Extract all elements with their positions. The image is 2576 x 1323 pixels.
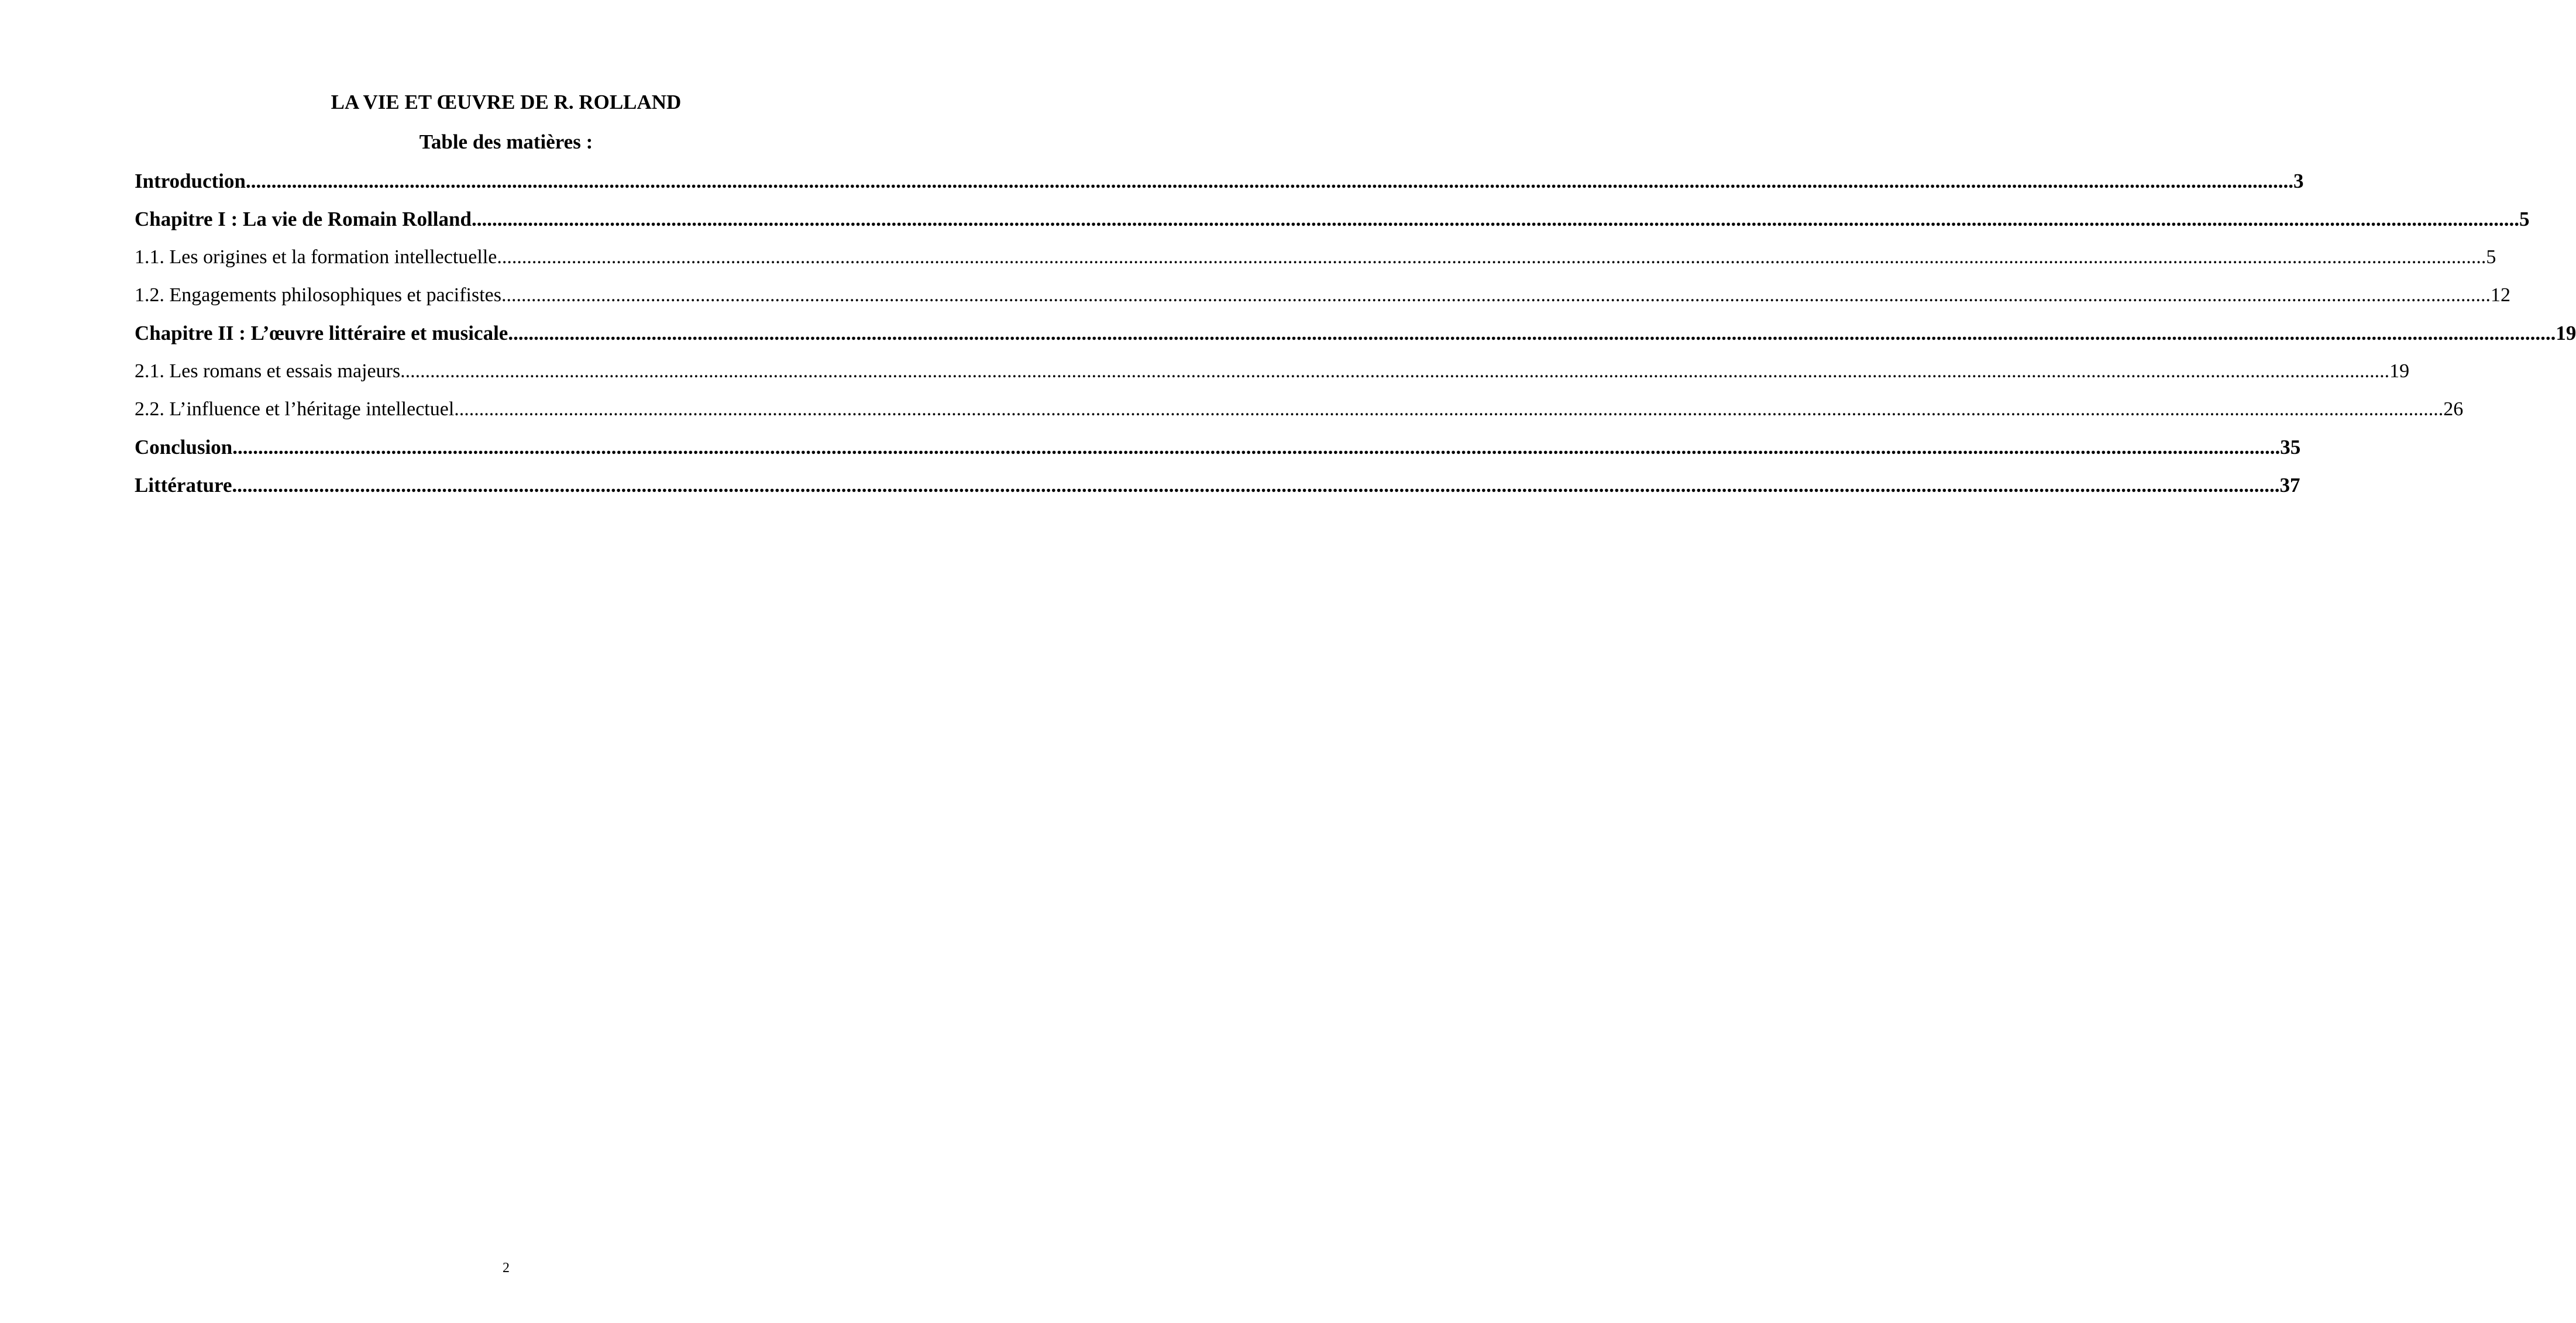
toc-entry-label: Chapitre II : L’œuvre littéraire et musicale: [135, 322, 508, 344]
toc-entry-label: 2.1. Les romans et essais majeurs: [135, 360, 401, 382]
toc-leader-dots: ................................................................................................................................................................................................................................................................................................................................................................................................................: [497, 246, 2486, 268]
toc-leader-dots: ................................................................................................................................................................................................................................................................................................................................................................................................................: [245, 170, 2293, 192]
toc-entry-page: 5: [2486, 246, 2496, 268]
toc-entry-section-2-1[interactable]: [135, 357, 2410, 386]
toc-entry-label: 1.2. Engagements philosophiques et pacifistes: [135, 284, 501, 306]
toc-entry-page: 19: [2389, 360, 2410, 382]
toc-entry-page: 3: [2293, 170, 2304, 192]
toc-leader-dots: ................................................................................................................................................................................................................................................................................................................................................................................................................: [471, 208, 2519, 230]
toc-entry-page: 5: [2519, 208, 2530, 230]
toc-entry-label: Littérature: [135, 474, 232, 497]
toc-leader-dots: ................................................................................................................................................................................................................................................................................................................................................................................................................: [400, 360, 2390, 382]
toc-entry-page: 12: [2491, 284, 2510, 306]
toc-entry-introduction[interactable]: [135, 167, 2304, 196]
toc-entry-page: 35: [2280, 436, 2301, 459]
toc-entry-literature[interactable]: [135, 471, 2300, 500]
toc-leader-dots: ................................................................................................................................................................................................................................................................................................................................................................................................................: [232, 436, 2281, 459]
toc-entry-label: Introduction: [135, 170, 246, 192]
toc-entry-chapter-1[interactable]: [135, 205, 2530, 234]
toc-entry-section-2-2[interactable]: [135, 395, 2464, 424]
document-title: LA VIE ET ŒUVRE DE R. ROLLAND: [331, 91, 682, 113]
toc-entry-page: 19: [2556, 322, 2576, 344]
toc-entry-section-1-2[interactable]: [135, 281, 2510, 310]
toc-entry-label: Chapitre I : La vie de Romain Rolland: [135, 208, 472, 230]
toc-leader-dots: ................................................................................................................................................................................................................................................................................................................................................................................................................: [454, 398, 2444, 420]
toc-entry-page: 37: [2279, 474, 2300, 497]
toc-entry-conclusion[interactable]: [135, 433, 2301, 462]
toc-leader-dots: ................................................................................................................................................................................................................................................................................................................................................................................................................: [508, 322, 2556, 344]
toc-entry-chapter-2[interactable]: [135, 319, 2576, 348]
toc-entry-label: 1.1. Les origines et la formation intellectuelle: [135, 246, 497, 268]
toc-leader-dots: ................................................................................................................................................................................................................................................................................................................................................................................................................: [501, 284, 2491, 306]
toc-entry-section-1-1[interactable]: [135, 243, 2496, 272]
toc-entry-label: 2.2. L’influence et l’héritage intellectuel: [135, 398, 455, 420]
toc-leader-dots: ................................................................................................................................................................................................................................................................................................................................................................................................................: [232, 474, 2280, 497]
toc-entry-label: Conclusion: [135, 436, 233, 459]
page-number: 2: [503, 1260, 510, 1276]
toc-entry-page: 26: [2443, 398, 2464, 420]
toc-heading: Table des matières :: [419, 130, 593, 153]
